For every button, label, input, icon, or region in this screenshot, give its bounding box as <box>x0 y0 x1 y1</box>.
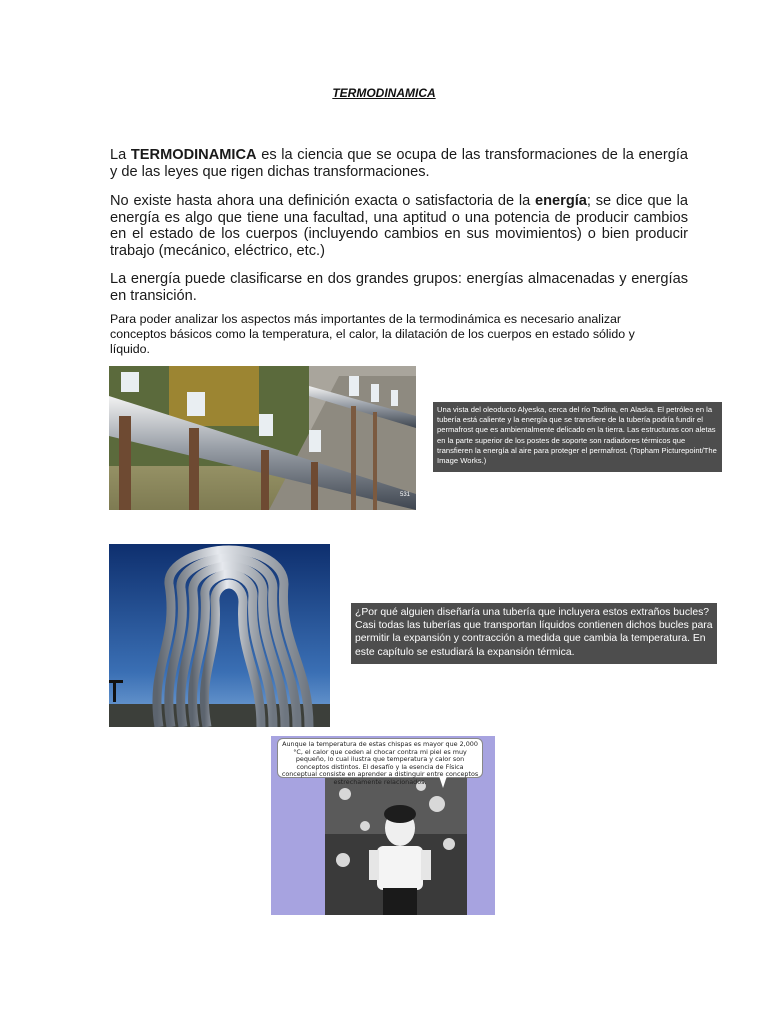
speech-bubble: Aunque la temperatura de estas chispas es mayor que 2,000 °C, el calor que ceden al chocar contra mi piel es muy pequeño, lo cual ilustra que temperatura y calor son conceptos distintos. El desafío y la esencia de Física conceptual consiste en aprender a distinguir entre conceptos estrechamente relacionados. <box>277 738 483 778</box>
paragraph-definition: La TERMODINAMICA es la ciencia que se ocupa de las transformaciones de la energía y de las leyes que rigen dichas transformaciones. <box>110 147 688 180</box>
sparks-photo <box>271 736 495 915</box>
speech-bubble-tail <box>439 776 447 788</box>
paragraph-classification: La energía puede clasificarse en dos grandes grupos: energías almacenadas y energías en transición. <box>110 271 688 304</box>
pipe-loops-caption: ¿Por qué alguien diseñaría una tubería que incluyera estos extraños bucles? Casi todas las tuberías que transportan líquidos contienen dichos bucles para permitir la expansión y contracción a medida que cambia la temperatura. En este capítulo se estudiará la expansión térmica. <box>351 603 717 664</box>
pipeline-caption: Una vista del oleoducto Alyeska, cerca del río Tazlina, en Alaska. El petróleo en la tubería está caliente y la energía que se transfiere de la tubería podría fundir el permafrost que es ambientalmente delicado en la tierra. Las estructuras con aletas en la parte superior de los postes de soporte son radiadores térmicos que transfieren la energía al aire para proteger el permafrost. (Topham Picturepoint/The Image Works.) <box>433 402 722 472</box>
pipe-loops-photo <box>109 544 330 727</box>
pipeline-photo <box>109 366 416 510</box>
child-photo <box>325 774 467 915</box>
paragraph-energy: No existe hasta ahora una definición exacta o satisfactoria de la energía; se dice que la energía es algo que tiene una facultad, una aptitud o una potencia de producir cambios en el estado de los cuerpos (incluyendo cambios en sus movimientos) o bien producir trabajo (mecánico, eléctrico, etc.) <box>110 193 689 259</box>
page-number-tag: 531 <box>399 492 410 498</box>
page-title: TERMODINAMICA <box>332 86 436 100</box>
paragraph-concepts: Para poder analizar los aspectos más importantes de la termodinámica es necesario analizar conceptos básicos como la temperatura, el calor, la dilatación de los cuerpos en estado sólido y líquido. <box>110 312 635 356</box>
